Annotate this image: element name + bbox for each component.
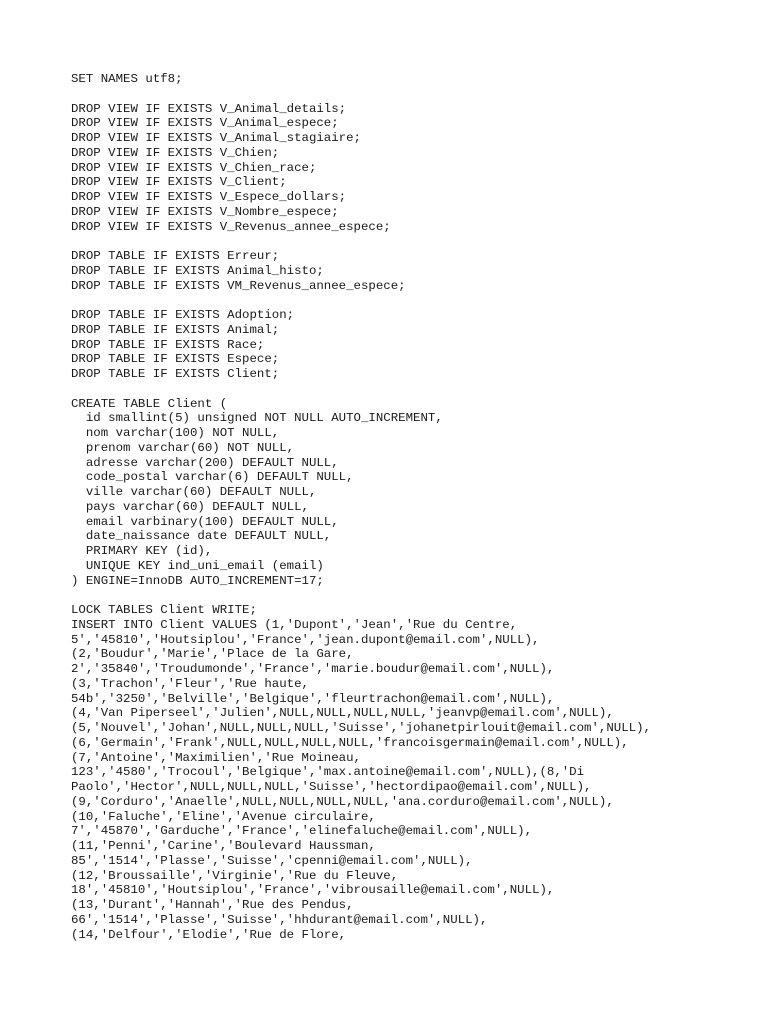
code-line — [71, 87, 741, 102]
code-line: DROP VIEW IF EXISTS V_Revenus_annee_espece; — [71, 219, 391, 234]
code-line: DROP TABLE IF EXISTS Client; — [71, 367, 280, 381]
code-line: (6,'Germain','Frank',NULL,NULL,NULL,NULL,'francoisgermain@email.com',NULL), — [71, 735, 629, 750]
code-line: (13,'Durant','Hannah','Rue des Pendus, — [71, 898, 354, 912]
code-line: prenom varchar(60) NOT NULL, — [71, 440, 295, 455]
code-line: INSERT INTO Client VALUES (1,'Dupont','Jean','Rue du Centre, — [71, 617, 518, 632]
code-line: DROP TABLE IF EXISTS Animal_histo; — [71, 263, 324, 278]
code-line — [71, 382, 741, 397]
code-line: DROP VIEW IF EXISTS V_Espece_dollars; — [71, 190, 347, 204]
code-line: DROP VIEW IF EXISTS V_Client; — [71, 175, 287, 190]
code-line: PRIMARY KEY (id), — [71, 544, 213, 558]
code-line: DROP TABLE IF EXISTS Erreur; — [71, 249, 280, 263]
code-line: 123','4580','Trocoul','Belgique','max.antoine@email.com',NULL),(8,'Di — [71, 765, 585, 780]
code-line: DROP VIEW IF EXISTS V_Nombre_espece; — [71, 204, 339, 219]
code-line: LOCK TABLES Client WRITE; — [71, 603, 257, 617]
code-line: 18','45810','Houtsiplou','France','vibrousaille@email.com',NULL), — [71, 883, 555, 898]
code-line: (9,'Corduro','Anaelle',NULL,NULL,NULL,NULL,'ana.corduro@email.com',NULL), — [71, 794, 614, 809]
code-line: 7','45870','Garduche','France','elinefaluche@email.com',NULL), — [71, 824, 533, 839]
code-line: (10,'Faluche','Eline','Avenue circulaire, — [71, 809, 376, 824]
code-line — [71, 293, 741, 308]
code-line: DROP TABLE IF EXISTS Adoption; — [71, 308, 295, 322]
code-line: DROP TABLE IF EXISTS Espece; — [71, 352, 280, 367]
code-line — [71, 588, 741, 603]
code-line: 5','45810','Houtsiplou','France','jean.dupont@email.com',NULL), — [71, 632, 540, 647]
code-line: (2,'Boudur','Marie','Place de la Gare, — [71, 647, 354, 662]
code-line: date_naissance date DEFAULT NULL, — [71, 529, 332, 544]
sql-code-block — [71, 72, 741, 942]
code-line: DROP VIEW IF EXISTS V_Animal_espece; — [71, 116, 339, 131]
code-line: 2','35840','Troudumonde','France','marie.boudur@email.com',NULL), — [71, 662, 555, 676]
code-line: DROP TABLE IF EXISTS Race; — [71, 337, 265, 352]
code-line: 54b','3250','Belville','Belgique','fleurtrachon@email.com',NULL), — [71, 691, 555, 706]
code-line: DROP VIEW IF EXISTS V_Chien; — [71, 145, 280, 160]
code-line: DROP TABLE IF EXISTS VM_Revenus_annee_espece; — [71, 278, 406, 293]
code-line: ) ENGINE=InnoDB AUTO_INCREMENT=17; — [71, 573, 324, 588]
code-line: DROP VIEW IF EXISTS V_Animal_stagiaire; — [71, 131, 361, 145]
code-line: (12,'Broussaille','Virginie','Rue du Fleuve, — [71, 868, 399, 883]
code-line: (11,'Penni','Carine','Boulevard Haussman, — [71, 839, 376, 853]
code-line: 85','1514','Plasse','Suisse','cpenni@email.com',NULL), — [71, 853, 473, 868]
code-line: (14,'Delfour','Elodie','Rue de Flore, — [71, 927, 347, 942]
code-line: (3,'Trachon','Fleur','Rue haute, — [71, 676, 309, 691]
code-line: (5,'Nouvel','Johan',NULL,NULL,NULL,'Suisse','johanetpirlouit@email.com',NULL), — [71, 721, 651, 735]
code-line: (7,'Antoine','Maximilien','Rue Moineau, — [71, 750, 361, 765]
code-line: pays varchar(60) DEFAULT NULL, — [71, 499, 309, 514]
code-line: nom varchar(100) NOT NULL, — [71, 426, 280, 440]
code-line: ville varchar(60) DEFAULT NULL, — [71, 485, 317, 499]
code-line — [71, 234, 741, 249]
code-line: DROP TABLE IF EXISTS Animal; — [71, 322, 280, 337]
code-line: 66','1514','Plasse','Suisse','hhdurant@email.com',NULL), — [71, 912, 488, 927]
code-line: DROP VIEW IF EXISTS V_Chien_race; — [71, 160, 317, 175]
code-line: (4,'Van Piperseel','Julien',NULL,NULL,NULL,NULL,'jeanvp@email.com',NULL), — [71, 706, 614, 721]
code-line: email varbinary(100) DEFAULT NULL, — [71, 514, 339, 529]
code-line: adresse varchar(200) DEFAULT NULL, — [71, 455, 339, 470]
code-line: DROP VIEW IF EXISTS V_Animal_details; — [71, 101, 347, 116]
code-line: id smallint(5) unsigned NOT NULL AUTO_INCREMENT, — [71, 411, 443, 426]
code-line: SET NAMES utf8; — [71, 72, 183, 86]
code-line: CREATE TABLE Client ( — [71, 396, 228, 411]
code-line: code_postal varchar(6) DEFAULT NULL, — [71, 470, 354, 485]
code-line: Paolo','Hector',NULL,NULL,NULL,'Suisse','hectordipao@email.com',NULL), — [71, 780, 592, 794]
code-line: UNIQUE KEY ind_uni_email (email) — [71, 558, 324, 573]
